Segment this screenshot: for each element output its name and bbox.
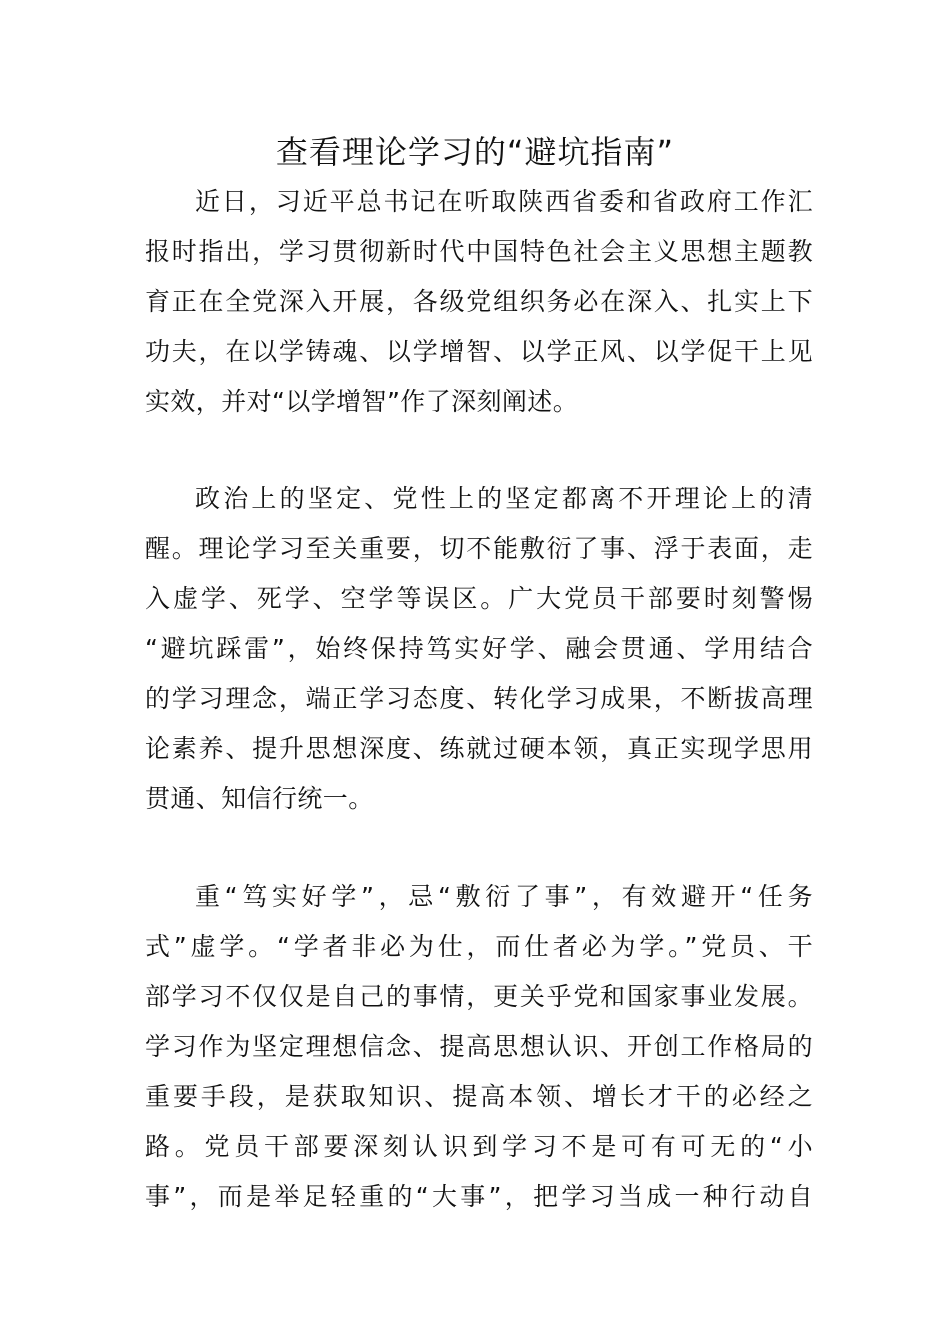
document-title: 查看理论学习的“避坑指南” xyxy=(275,133,675,171)
paragraph-line: 式”虚学。“学者非必为仕，而仕者必为学。”党员、干 xyxy=(145,932,813,961)
paragraph-line: “避坑踩雷”，始终保持笃实好学、融会贯通、学用结合 xyxy=(145,634,813,663)
paragraph-line: 贯通、知信行统一。 xyxy=(145,784,374,813)
paragraph-line: 功夫，在以学铸魂、以学增智、以学正风、以学促干上见 xyxy=(145,337,813,366)
paragraph-line: 报时指出，学习贯彻新时代中国特色社会主义思想主题教 xyxy=(145,237,813,266)
paragraph-line: 入虚学、死学、空学等误区。广大党员干部要时刻警惕 xyxy=(145,584,813,613)
paragraph-line: 路。党员干部要深刻认识到学习不是可有可无的“小 xyxy=(145,1132,813,1161)
paragraph-1 xyxy=(145,177,813,427)
paragraph-line: 醒。理论学习至关重要，切不能敷衍了事、浮于表面，走 xyxy=(145,534,813,563)
paragraph-2 xyxy=(145,474,813,824)
paragraph-line: 部学习不仅仅是自己的事情，更关乎党和国家事业发展。 xyxy=(145,982,813,1011)
paragraph-line: 学习作为坚定理想信念、提高思想认识、开创工作格局的 xyxy=(145,1032,813,1061)
paragraph-line: 政治上的坚定、党性上的坚定都离不开理论上的清 xyxy=(195,484,813,513)
paragraph-line: 论素养、提升思想深度、练就过硬本领，真正实现学思用 xyxy=(145,734,813,763)
paragraph-line: 实效，并对“以学增智”作了深刻阐述。 xyxy=(145,387,579,416)
paragraph-line: 的学习理念，端正学习态度、转化学习成果，不断拔高理 xyxy=(145,684,813,713)
paragraph-line: 重“笃实好学”，忌“敷衍了事”，有效避开“任务 xyxy=(195,882,813,911)
paragraph-3 xyxy=(145,872,813,1222)
paragraph-line: 育正在全党深入开展，各级党组织务必在深入、扎实上下 xyxy=(145,287,813,316)
paragraph-line: 事”，而是举足轻重的“大事”，把学习当成一种行动自 xyxy=(145,1182,813,1211)
paragraph-line: 重要手段，是获取知识、提高本领、增长才干的必经之 xyxy=(145,1082,813,1111)
paragraph-line: 近日，习近平总书记在听取陕西省委和省政府工作汇 xyxy=(195,187,813,216)
